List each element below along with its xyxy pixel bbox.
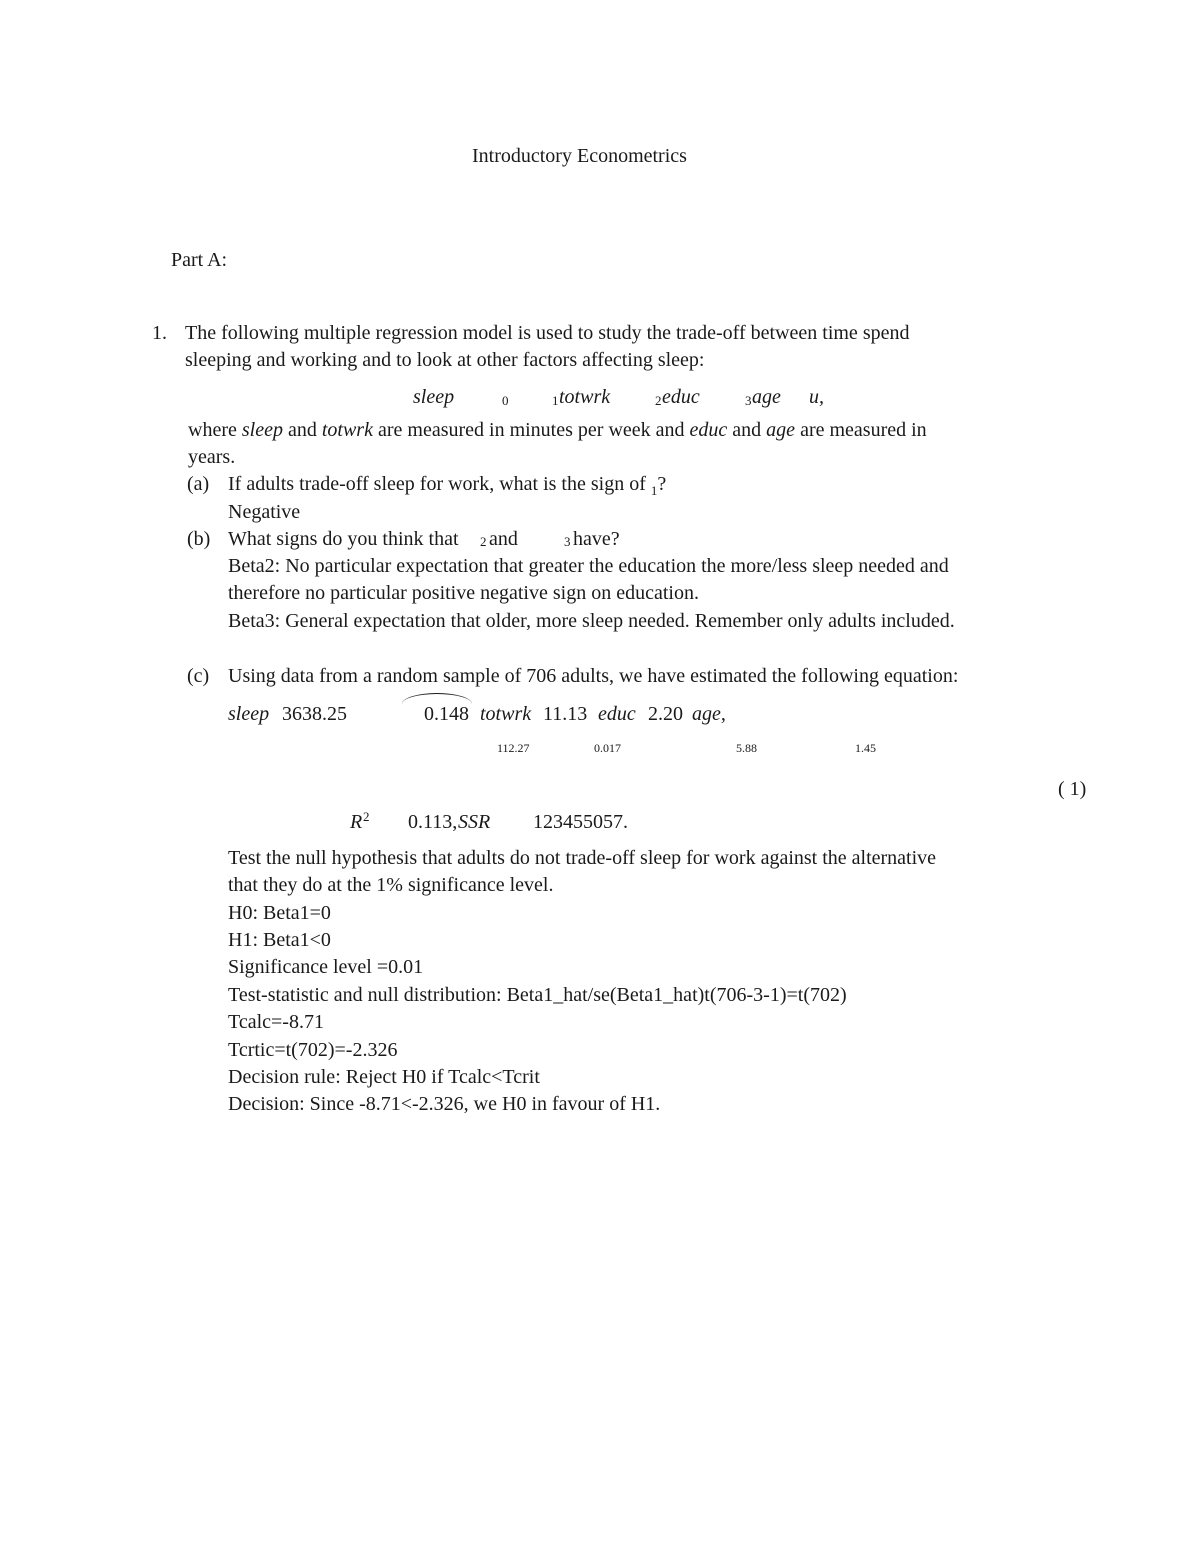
model-educ: educ	[662, 386, 700, 408]
where-age: age	[766, 419, 796, 441]
model-totwrk: totwrk	[559, 386, 611, 408]
model-sleep: sleep	[413, 386, 455, 408]
where-educ: educ	[689, 419, 728, 441]
where-sleep: sleep	[241, 419, 283, 441]
null-hypothesis: H0: Beta1=0	[228, 902, 331, 924]
equation-totwrk: totwrk	[480, 703, 532, 725]
part-a-subscript: 1	[650, 483, 658, 498]
part-b-question-end: have?	[573, 528, 620, 550]
part-b-label: (b)	[187, 528, 211, 550]
r-squared-superscript: 2	[363, 809, 370, 824]
where-text: are measured in	[795, 419, 927, 441]
equation-coef-totwrk: 0.148	[424, 703, 469, 725]
where-text: and	[727, 419, 767, 441]
standard-error-intercept: 112.27	[497, 741, 530, 755]
test-line: that they do at the 1% significance level.	[228, 874, 554, 896]
part-b-question-start: What signs do you think that	[228, 528, 459, 550]
part-heading: Part A:	[171, 249, 228, 271]
where-clause-line-1	[188, 420, 927, 440]
part-b-question-and: and	[489, 528, 518, 550]
part-a-question-text: If adults trade-off sleep for work, what is the sign of	[228, 473, 651, 495]
part-c-label: (c)	[187, 665, 210, 687]
question-intro-line-1: The following multiple regression model is used to study the trade-off between time spend	[185, 322, 910, 344]
model-subscript-1: 1	[552, 393, 559, 408]
equation-age: age,	[692, 703, 726, 725]
part-c-question: Using data from a random sample of 706 adults, we have estimated the following equation:	[228, 665, 959, 687]
where-text: are measured in minutes per week and	[372, 419, 690, 441]
equation-coef-age: 2.20	[648, 703, 683, 725]
test-statistic: Test-statistic and null distribution: Beta1_hat/se(Beta1_hat)t(706-3-1)=t(702)	[228, 984, 847, 1006]
part-b-subscript-3: 3	[564, 534, 571, 549]
part-a-answer: Negative	[228, 501, 301, 523]
t-calc: Tcalc=-8.71	[228, 1011, 324, 1033]
standard-error-totwrk: 0.017	[594, 741, 621, 755]
model-age: age	[752, 386, 781, 408]
document-title: Introductory Econometrics	[472, 145, 687, 167]
where-text: where	[188, 419, 242, 441]
model-subscript-2: 2	[655, 393, 662, 408]
part-a-question-mark: ?	[657, 473, 667, 495]
equation-number: ( 1)	[1058, 778, 1087, 800]
model-subscript-0: 0	[502, 393, 509, 408]
equation-intercept: 3638.25	[282, 703, 347, 725]
model-subscript-3: 3	[745, 393, 752, 408]
part-a-question	[228, 473, 667, 498]
part-b-answer-line-1: Beta2: No particular expectation that greater the education the more/less sleep needed and	[228, 555, 949, 577]
decision-rule: Decision rule: Reject H0 if Tcalc<Tcrit	[228, 1066, 540, 1088]
model-error-term: u,	[809, 386, 824, 408]
part-b-subscript-2: 2	[480, 534, 487, 549]
equation-sleep-hat: sleep	[228, 703, 270, 725]
alternative-hypothesis: H1: Beta1<0	[228, 929, 331, 951]
ssr-symbol: SSR	[458, 811, 491, 833]
standard-error-age: 1.45	[855, 741, 876, 755]
part-a-label: (a)	[187, 473, 210, 495]
equation-educ: educ	[598, 703, 636, 725]
ssr-value: 123455057.	[533, 811, 628, 833]
t-crit: Tcrtic=t(702)=-2.326	[228, 1039, 398, 1061]
question-intro-line-2: sleeping and working and to look at other factors affecting sleep:	[185, 349, 705, 371]
r-squared-value: 0.113,	[408, 811, 458, 833]
part-b-answer-line-3: Beta3: General expectation that older, more sleep needed. Remember only adults included.	[228, 610, 955, 632]
equation-coef-educ: 11.13	[543, 703, 588, 725]
decision: Decision: Since -8.71<-2.326, we H0 in favour of H1.	[228, 1093, 661, 1115]
part-b-answer-line-2: therefore no particular positive negative sign on education.	[228, 582, 699, 604]
where-clause-line-2: years.	[188, 446, 236, 468]
where-totwrk: totwrk	[321, 419, 373, 441]
significance-level: Significance level =0.01	[228, 956, 424, 978]
test-line: Test the null hypothesis that adults do not trade-off sleep for work against the alternative	[228, 847, 937, 869]
r-squared-symbol: R	[350, 811, 363, 833]
standard-error-educ: 5.88	[736, 741, 757, 755]
where-text: and	[282, 419, 322, 441]
question-number: 1.	[152, 322, 167, 344]
